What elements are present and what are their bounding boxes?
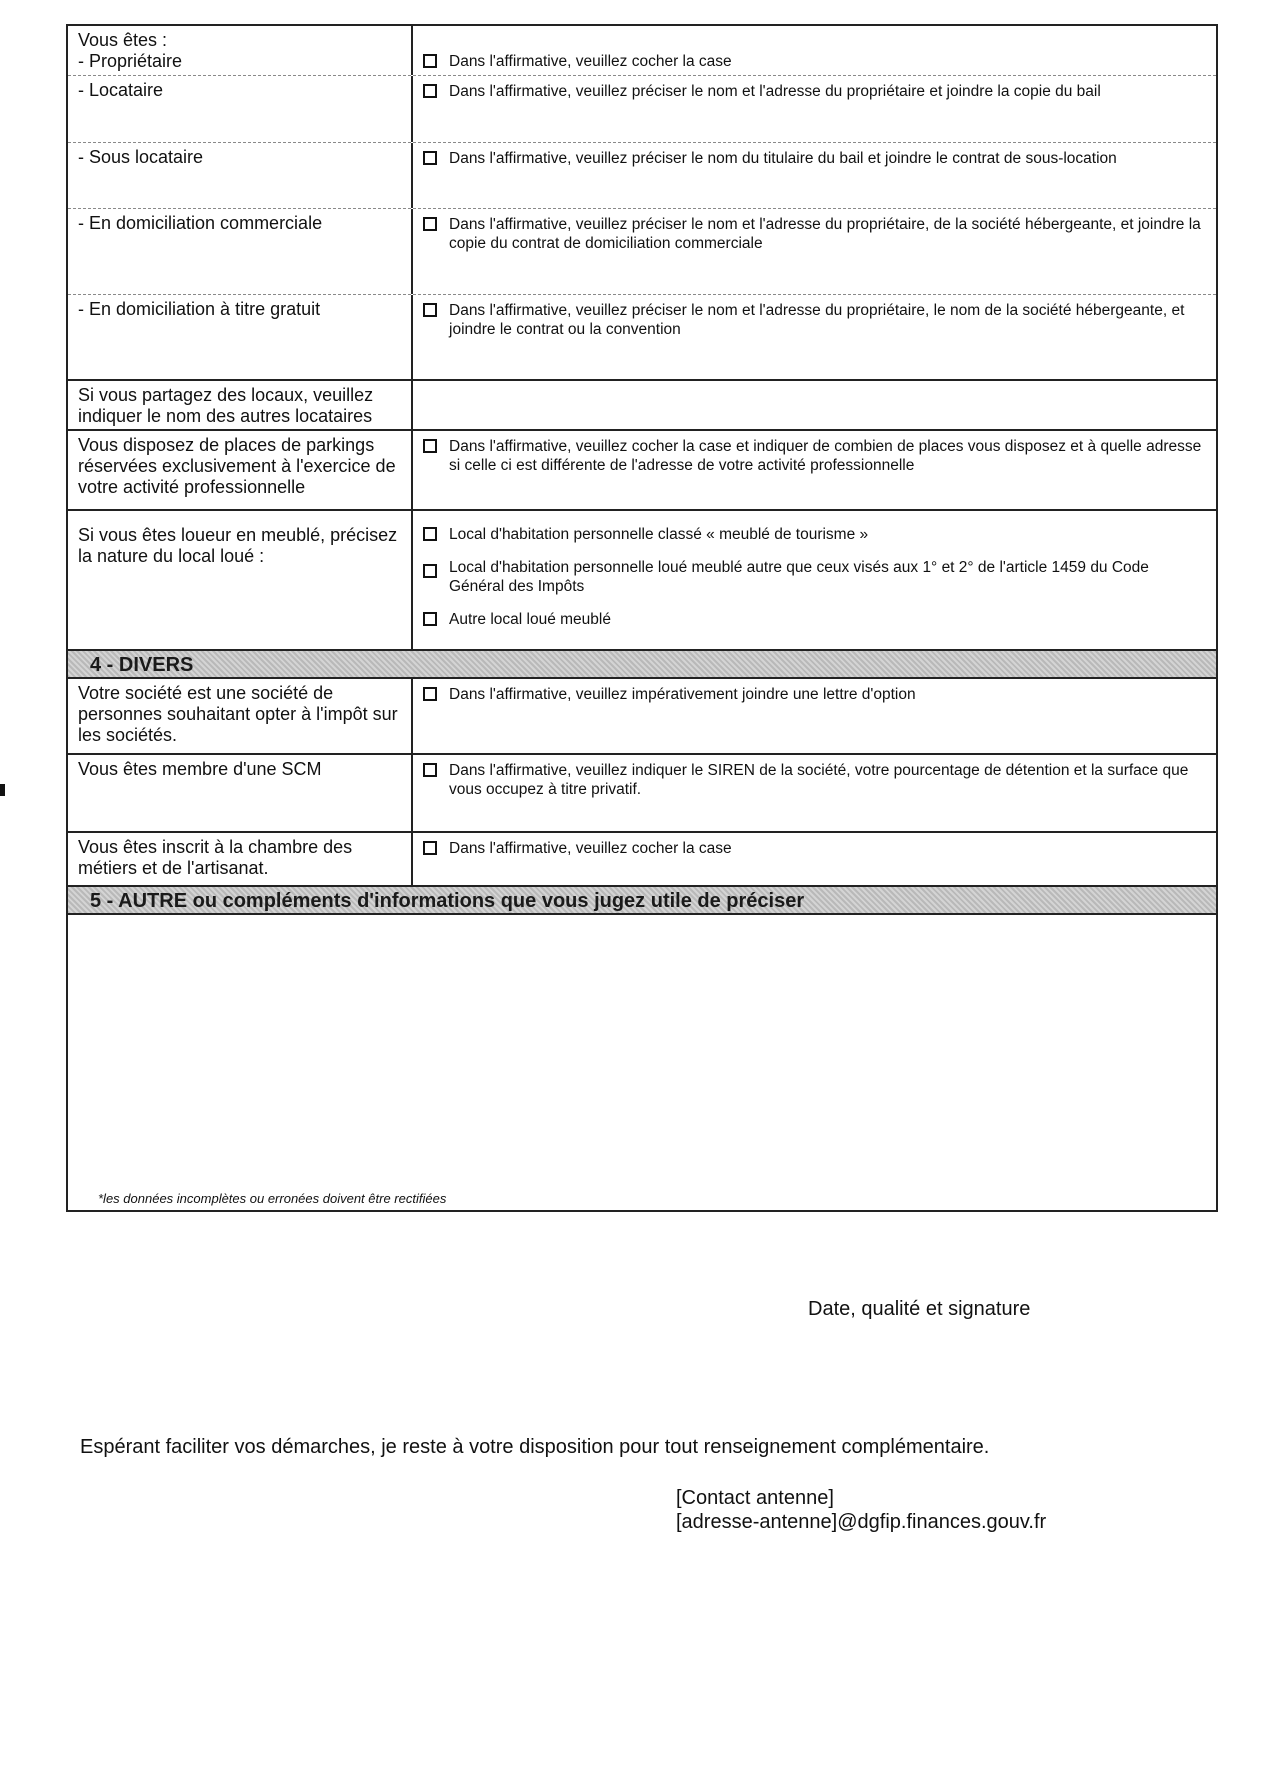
option-scm[interactable] xyxy=(423,761,1208,799)
option-text: Local d'habitation personnelle loué meublé autre que ceux visés aux 1° et 2° de l'article 1459 du Code Général des Impôts xyxy=(449,559,1149,595)
row-sous-locataire xyxy=(68,143,1216,209)
row-label xyxy=(68,679,413,753)
row-label xyxy=(68,511,413,649)
option-impot-societes[interactable] xyxy=(423,685,1208,704)
row-impot-societes xyxy=(68,679,1216,755)
form-table xyxy=(66,24,1218,1212)
row-options xyxy=(413,755,1216,831)
locataire-label: - Locataire xyxy=(78,80,164,100)
row-label xyxy=(68,755,413,831)
row-scm xyxy=(68,755,1216,833)
option-meuble-autre-habitation[interactable] xyxy=(423,558,1208,596)
row-label xyxy=(68,381,413,429)
row-options xyxy=(413,511,1216,649)
meuble-autre-local-checkbox[interactable] xyxy=(423,612,437,626)
margin-mark xyxy=(0,784,5,796)
artisanat-checkbox[interactable] xyxy=(423,841,437,855)
signature-label: Date, qualité et signature xyxy=(808,1298,1031,1320)
impot-societes-checkbox[interactable] xyxy=(423,687,437,701)
complements-text-area[interactable] xyxy=(68,915,1216,1210)
option-text: Dans l'affirmative, veuillez préciser le nom du titulaire du bail et joindre le contrat de sous-location xyxy=(449,150,1117,167)
row-label xyxy=(68,143,413,208)
option-parkings[interactable] xyxy=(423,437,1208,475)
meuble-tourisme-checkbox[interactable] xyxy=(423,527,437,541)
row-options xyxy=(413,295,1216,379)
option-sous-locataire[interactable] xyxy=(423,149,1208,168)
row-domiciliation-gratuit xyxy=(68,295,1216,381)
option-text: Dans l'affirmative, veuillez cocher la case xyxy=(449,53,732,70)
option-text: Dans l'affirmative, veuillez préciser le nom et l'adresse du propriétaire et joindre la copie du bail xyxy=(449,83,1101,100)
row-options xyxy=(413,26,1216,75)
row-meuble xyxy=(68,511,1216,651)
row-options xyxy=(413,209,1216,294)
domiciliation-gratuit-label: - En domiciliation à titre gratuit xyxy=(78,299,321,319)
option-meuble-autre-local[interactable] xyxy=(423,610,1208,629)
domiciliation-gratuit-checkbox[interactable] xyxy=(423,303,437,317)
option-meuble-tourisme[interactable] xyxy=(423,525,1208,544)
option-text: Dans l'affirmative, veuillez cocher la case xyxy=(449,840,732,857)
row-locataire xyxy=(68,76,1216,143)
row-options xyxy=(413,431,1216,509)
row-label xyxy=(68,431,413,509)
scm-label: Vous êtes membre d'une SCM xyxy=(78,759,322,779)
row-artisanat xyxy=(68,833,1216,887)
row-options xyxy=(413,76,1216,142)
partage-locaux-field[interactable] xyxy=(413,381,1216,429)
row-options xyxy=(413,679,1216,753)
contact-email[interactable]: [adresse-antenne]@dgfip.finances.gouv.fr xyxy=(676,1511,1047,1533)
row-label xyxy=(68,76,413,142)
section-5-header: 5 - AUTRE ou compléments d'informations que vous jugez utile de préciser xyxy=(68,887,1216,915)
option-proprietaire[interactable] xyxy=(423,52,1208,71)
meuble-label: Si vous êtes loueur en meublé, précisez la nature du local loué : xyxy=(78,525,398,566)
section-4-header: 4 - DIVERS xyxy=(68,651,1216,679)
scm-checkbox[interactable] xyxy=(423,763,437,777)
domiciliation-commerciale-label: - En domiciliation commerciale xyxy=(78,213,323,233)
impot-societes-label: Votre société est une société de personnes souhaitant opter à l'impôt sur les sociétés. xyxy=(78,683,398,745)
parkings-label: Vous disposez de places de parkings réservées exclusivement à l'exercice de votre activité professionnelle xyxy=(78,435,396,497)
row-parkings xyxy=(68,431,1216,511)
option-text: Dans l'affirmative, veuillez cocher la case et indiquer de combien de places vous disposez et à quelle adresse si celle ci est différente de l'adresse de votre activité professionnelle xyxy=(449,438,1202,474)
vous-etes-label: Vous êtes : xyxy=(78,30,168,50)
row-partage-locaux xyxy=(68,381,1216,431)
parkings-checkbox[interactable] xyxy=(423,439,437,453)
option-text: Autre local loué meublé xyxy=(449,611,611,628)
footnote: *les données incomplètes ou erronées doivent être rectifiées xyxy=(98,1191,447,1206)
row-label xyxy=(68,209,413,294)
option-locataire[interactable] xyxy=(423,82,1208,101)
option-text: Dans l'affirmative, veuillez préciser le nom et l'adresse du propriétaire, de la société hébergeante, et joindre la copie du contrat de domiciliation commerciale xyxy=(449,216,1201,252)
option-domiciliation-commerciale[interactable] xyxy=(423,215,1208,253)
row-label xyxy=(68,26,413,75)
option-text: Dans l'affirmative, veuillez préciser le nom et l'adresse du propriétaire, le nom de la société hébergeante, et joindre le contrat ou la convention xyxy=(449,302,1185,338)
contact-block xyxy=(676,1486,1046,1534)
meuble-autre-habitation-checkbox[interactable] xyxy=(423,564,437,578)
option-artisanat[interactable] xyxy=(423,839,1208,858)
option-text: Local d'habitation personnelle classé « meublé de tourisme » xyxy=(449,526,869,543)
row-proprietaire xyxy=(68,26,1216,76)
proprietaire-checkbox[interactable] xyxy=(423,54,437,68)
row-label xyxy=(68,295,413,379)
contact-name: [Contact antenne] xyxy=(676,1487,834,1509)
proprietaire-label: - Propriétaire xyxy=(78,51,183,71)
row-options xyxy=(413,143,1216,208)
option-text: Dans l'affirmative, veuillez impérativement joindre une lettre d'option xyxy=(449,686,916,703)
partage-locaux-label: Si vous partagez des locaux, veuillez indiquer le nom des autres locataires xyxy=(78,385,374,426)
sous-locataire-label: - Sous locataire xyxy=(78,147,204,167)
locataire-checkbox[interactable] xyxy=(423,84,437,98)
row-label xyxy=(68,833,413,885)
row-options xyxy=(413,833,1216,885)
sous-locataire-checkbox[interactable] xyxy=(423,151,437,165)
closing-sentence: Espérant faciliter vos démarches, je reste à votre disposition pour tout renseignement complémentaire. xyxy=(80,1436,990,1458)
option-text: Dans l'affirmative, veuillez indiquer le SIREN de la société, votre pourcentage de détention et la surface que vous occupez à titre privatif. xyxy=(449,762,1189,798)
artisanat-label: Vous êtes inscrit à la chambre des métiers et de l'artisanat. xyxy=(78,837,353,878)
option-domiciliation-gratuit[interactable] xyxy=(423,301,1208,339)
row-domiciliation-commerciale xyxy=(68,209,1216,295)
domiciliation-commerciale-checkbox[interactable] xyxy=(423,217,437,231)
